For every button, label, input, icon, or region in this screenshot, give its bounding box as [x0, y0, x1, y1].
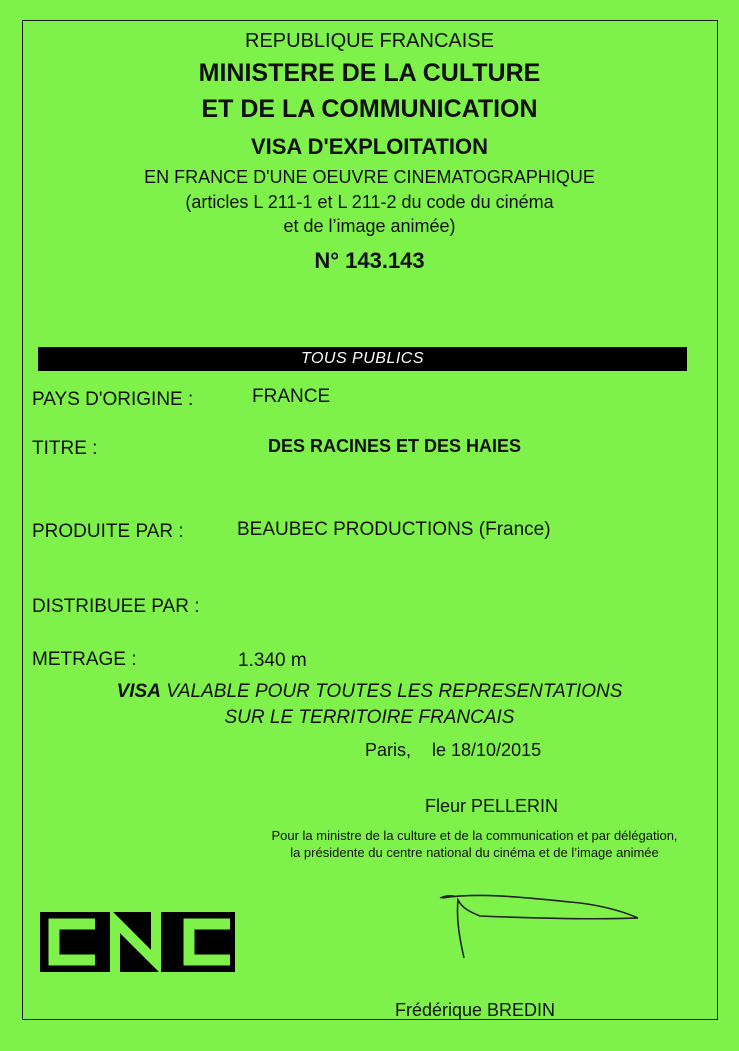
origin-value: FRANCE [252, 386, 331, 407]
rating-bar: TOUS PUBLICS [38, 347, 687, 371]
title-value: DES RACINES ET DES HAIES [268, 436, 522, 456]
delegation-line2: la présidente du centre national du cinéma et de l’image animée [290, 845, 659, 860]
delegation-line1: Pour la ministre de la culture et de la communication et par délégation, [271, 828, 678, 843]
minister-name: Fleur PELLERIN [425, 796, 559, 816]
origin-label: PAYS D'ORIGINE : [32, 389, 194, 410]
date: le 18/10/2015 [432, 740, 542, 760]
place: Paris, [365, 740, 412, 760]
ministry-heading-line2: ET DE LA COMMUNICATION [201, 95, 538, 123]
produced-label: PRODUITE PAR : [32, 521, 184, 542]
validity-line2: SUR LE TERRITOIRE FRANCAIS [224, 707, 515, 728]
validity-line1-rest: VALABLE POUR TOUTES LES REPRESENTATIONS [160, 681, 623, 702]
signature-graphic [420, 880, 650, 970]
distributed-label: DISTRIBUEE PAR : [32, 596, 200, 617]
ministry-heading-line1: MINISTERE DE LA CULTURE [198, 59, 541, 87]
visa-number: N° 143.143 [314, 248, 425, 273]
produced-value: BEAUBEC PRODUCTIONS (France) [237, 519, 551, 540]
visa-title: VISA D'EXPLOITATION [250, 134, 489, 159]
subtitle-line2: (articles L 211-1 et L 211-2 du code du cinéma [185, 192, 554, 212]
president-name: Frédérique BREDIN [395, 1000, 556, 1020]
length-label: METRAGE : [32, 649, 137, 670]
cnc-logo [40, 912, 235, 977]
subtitle-line3: et de l’image animée) [283, 216, 456, 236]
signature [420, 880, 650, 975]
visa-word: VISA [116, 681, 161, 702]
cnc-logo-graphic [40, 912, 235, 972]
subtitle-line1: EN FRANCE D'UNE OEUVRE CINEMATOGRAPHIQUE [144, 167, 595, 187]
length-value: 1.340 m [238, 650, 307, 671]
republic-heading: REPUBLIQUE FRANCAISE [245, 30, 494, 52]
title-label: TITRE : [32, 438, 98, 459]
validity-line1 [0, 681, 739, 703]
